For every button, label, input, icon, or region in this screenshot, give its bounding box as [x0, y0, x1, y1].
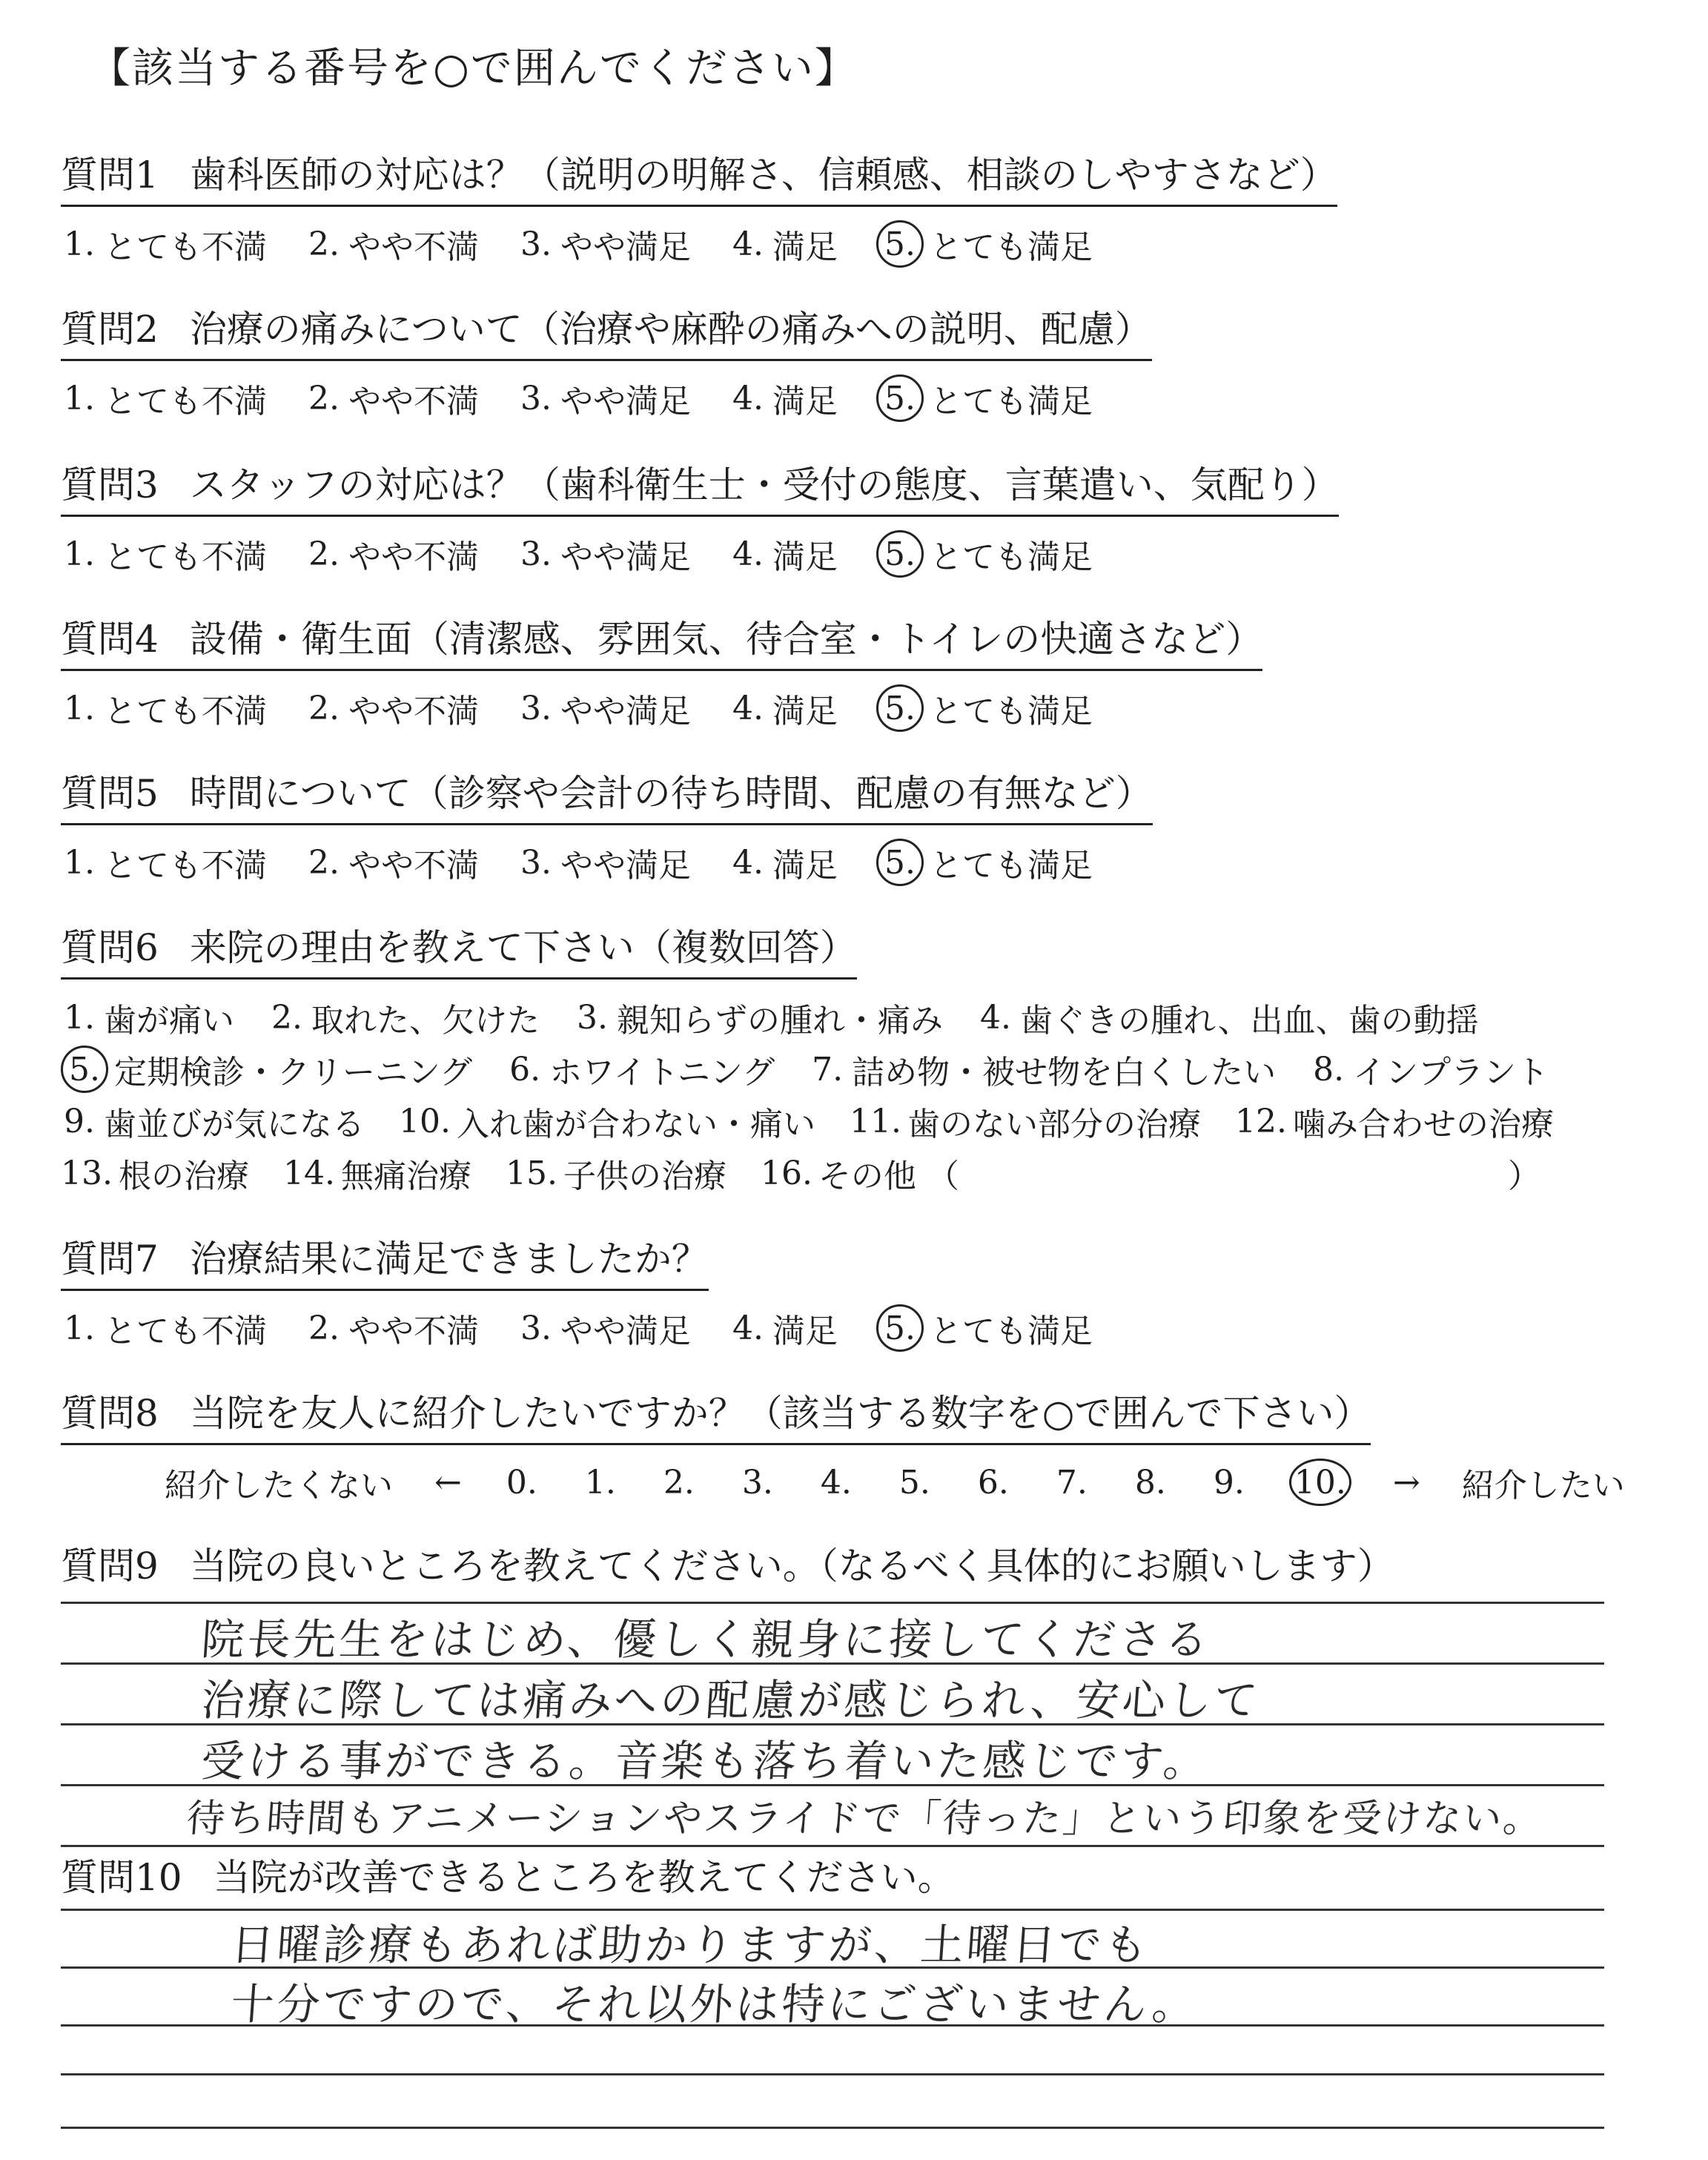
- reason-option[interactable]: [283, 1149, 471, 1197]
- answer-line: [61, 1845, 1604, 1847]
- option-label: 満足: [772, 847, 838, 885]
- reason-option[interactable]: [506, 1046, 775, 1093]
- question-7: [61, 1229, 1093, 1352]
- option-label: 歯ぐきの腫れ、出血、歯の動揺: [1020, 1002, 1479, 1040]
- question-4: [61, 610, 1262, 732]
- option-label: とても不満: [104, 693, 267, 730]
- question-title: [61, 764, 1153, 825]
- option-number: 3.: [520, 1309, 552, 1347]
- rating-option-3[interactable]: [517, 220, 691, 268]
- option-number: 4.: [732, 225, 764, 263]
- nps-right-label: 紹介したい: [1461, 1467, 1625, 1505]
- option-label: 取れた、欠けた: [311, 1002, 540, 1040]
- question-title: [61, 1229, 709, 1291]
- question-text: 当院の良いところを教えてください。（なるべく具体的にお願いします）: [189, 1545, 1394, 1588]
- option-number: 3.: [577, 998, 608, 1037]
- rating-option-1[interactable]: [61, 684, 267, 732]
- option-label: やや満足: [560, 847, 691, 885]
- question-title: [61, 455, 1339, 517]
- option-number: 2.: [271, 998, 302, 1037]
- rating-option-1[interactable]: [61, 530, 267, 578]
- question-number: 質問10: [61, 1856, 182, 1899]
- nps-option[interactable]: 7.: [1056, 1463, 1088, 1502]
- option-label: とても不満: [104, 847, 267, 885]
- option-number: 16.: [760, 1154, 812, 1192]
- question-1: [61, 145, 1337, 268]
- rating-option-4[interactable]: [729, 1304, 838, 1352]
- question-title: [61, 300, 1152, 361]
- rating-scale: [61, 1304, 1093, 1352]
- option-number: 4.: [980, 998, 1011, 1037]
- option-label: 歯のない部分の治療: [907, 1106, 1201, 1143]
- reason-option[interactable]: [61, 1097, 365, 1145]
- rating-option-4[interactable]: [729, 839, 838, 886]
- nps-option[interactable]: 3.: [741, 1463, 773, 1502]
- rating-option-1[interactable]: [61, 220, 267, 268]
- rating-option-4[interactable]: [729, 220, 838, 268]
- question-text: 来院の理由を教えて下さい（複数回答）: [189, 926, 857, 969]
- right-arrow-icon: →: [1392, 1463, 1420, 1502]
- option-label: 無痛治療: [340, 1157, 471, 1195]
- question-6: [61, 918, 1554, 1199]
- rating-option-4[interactable]: [729, 684, 838, 732]
- option-number: 1.: [64, 225, 95, 263]
- close-paren: ）: [1507, 1157, 1540, 1195]
- option-label: やや不満: [348, 847, 479, 885]
- reason-option[interactable]: [61, 1046, 472, 1093]
- rating-option-5[interactable]: [876, 220, 1093, 268]
- option-label: 満足: [772, 383, 838, 420]
- option-label: やや不満: [348, 1312, 479, 1350]
- question-title: [61, 1536, 1394, 1590]
- option-number: 4.: [732, 843, 764, 882]
- option-number: 2.: [308, 689, 340, 727]
- option-number: 12.: [1234, 1102, 1287, 1140]
- option-number: 3.: [520, 843, 552, 882]
- option-label: その他: [818, 1157, 916, 1195]
- reason-option[interactable]: [809, 1046, 1276, 1093]
- nps-left-label: 紹介したくない: [165, 1467, 393, 1505]
- question-text: 治療の痛みについて（治療や麻酔の痛みへの説明、配慮）: [189, 308, 1152, 351]
- reason-list: [61, 991, 1554, 1199]
- option-number: 3.: [520, 689, 552, 727]
- option-number: 15.: [505, 1154, 557, 1192]
- nps-option[interactable]: 6.: [977, 1463, 1009, 1502]
- question-number: 質問4: [61, 618, 159, 661]
- reason-option[interactable]: [268, 994, 540, 1041]
- reason-option[interactable]: [574, 994, 943, 1041]
- question-9: [61, 1536, 1394, 1590]
- rating-scale: [61, 374, 1152, 422]
- question-title: [61, 610, 1262, 671]
- handwritten-answer-line: 十分ですので、それ以外は特にございません。: [229, 1979, 1200, 2029]
- answer-line: [61, 2127, 1604, 2129]
- option-number: 14.: [282, 1154, 335, 1192]
- option-number: 3.: [520, 535, 552, 573]
- rating-scale: [61, 220, 1337, 268]
- nps-option[interactable]: 8.: [1134, 1463, 1166, 1502]
- option-label: 親知らずの腫れ・痛み: [617, 1002, 943, 1040]
- option-number: 13.: [61, 1154, 113, 1192]
- reason-option[interactable]: [61, 994, 234, 1041]
- handwritten-answer-line: 治療に際しては痛みへの配慮が感じられ、安心して: [199, 1675, 1262, 1725]
- rating-option-3[interactable]: [517, 530, 691, 578]
- rating-option-2[interactable]: [305, 1304, 479, 1352]
- handwritten-answer-line: 院長先生をはじめ、優しく親身に接してくださる: [199, 1614, 1213, 1665]
- option-label: 噛み合わせの治療: [1292, 1106, 1554, 1143]
- option-number: 2.: [308, 379, 340, 417]
- question-text: 時間について（診察や会計の待ち時間、配慮の有無など）: [189, 772, 1153, 815]
- rating-option-3[interactable]: [517, 1304, 691, 1352]
- option-number-circled: 5.: [61, 1046, 108, 1093]
- option-label: とても満足: [930, 1312, 1093, 1350]
- question-5: [61, 764, 1153, 886]
- question-8: [61, 1384, 1625, 1506]
- rating-option-2[interactable]: [305, 374, 479, 422]
- option-label: とても満足: [930, 383, 1093, 420]
- question-number: 質問9: [61, 1545, 159, 1588]
- option-number-circled: 5.: [876, 374, 924, 422]
- option-number-circled: 5.: [876, 684, 924, 732]
- answer-line: [61, 2073, 1604, 2075]
- question-number: 質問3: [61, 463, 159, 506]
- question-10: [61, 1848, 955, 1901]
- option-number: 1.: [64, 998, 95, 1037]
- option-number: 7.: [812, 1050, 844, 1089]
- option-label: 定期検診・クリーニング: [114, 1054, 473, 1091]
- option-number: 4.: [732, 689, 764, 727]
- option-label: 満足: [772, 1312, 838, 1350]
- option-label: とても不満: [104, 228, 267, 266]
- option-label: やや満足: [560, 1312, 691, 1350]
- nps-option[interactable]: 2.: [663, 1463, 695, 1502]
- answer-line: [61, 1602, 1604, 1604]
- open-paren: （: [926, 1157, 959, 1195]
- option-number: 8.: [1313, 1050, 1345, 1089]
- option-number: 1.: [64, 379, 95, 417]
- answer-area-q10[interactable]: [61, 1909, 1604, 2131]
- rating-scale: [61, 684, 1262, 732]
- rating-option-3[interactable]: [517, 684, 691, 732]
- rating-option-5[interactable]: [876, 684, 1093, 732]
- option-label: 歯が痛い: [104, 1002, 234, 1040]
- option-label: とても不満: [104, 383, 267, 420]
- option-label: ホワイトニング: [549, 1054, 775, 1091]
- rating-option-5[interactable]: [876, 530, 1093, 578]
- option-number: 10.: [399, 1102, 451, 1140]
- option-label: とても満足: [930, 693, 1093, 730]
- question-number: 質問5: [61, 772, 159, 815]
- option-label: とても満足: [930, 228, 1093, 266]
- option-number: 2.: [308, 225, 340, 263]
- option-number: 2.: [308, 1309, 340, 1347]
- option-number: 4.: [732, 1309, 764, 1347]
- nps-option[interactable]: 9.: [1213, 1463, 1245, 1502]
- rating-scale: [61, 839, 1153, 886]
- rating-option-3[interactable]: [517, 374, 691, 422]
- option-number: 4.: [732, 535, 764, 573]
- handwritten-answer-line: 待ち時間もアニメーションやスライドで「待った」という印象を受けない。: [185, 1797, 1545, 1841]
- option-label: 満足: [772, 228, 838, 266]
- question-text: スタッフの対応は？（歯科衛生士・受付の態度、言葉遣い、気配り）: [189, 463, 1339, 506]
- option-number-circled: 5.: [876, 839, 924, 886]
- question-title: [61, 145, 1337, 207]
- option-number: 11.: [849, 1102, 901, 1140]
- rating-option-5[interactable]: [876, 1304, 1093, 1352]
- reason-row: [61, 1043, 1554, 1095]
- question-text: 当院が改善できるところを教えてください。: [213, 1856, 955, 1899]
- recommend-scale: [165, 1459, 1625, 1506]
- option-label: やや満足: [560, 693, 691, 730]
- rating-option-4[interactable]: [729, 374, 838, 422]
- rating-option-1[interactable]: [61, 374, 267, 422]
- option-label: 満足: [772, 538, 838, 576]
- option-label: インプラント: [1353, 1054, 1549, 1091]
- rating-scale: [61, 530, 1339, 578]
- option-number: 9.: [64, 1102, 95, 1140]
- option-number-circled: 5.: [876, 220, 924, 268]
- reason-option[interactable]: [506, 1149, 726, 1197]
- reason-option[interactable]: [761, 1149, 1540, 1197]
- question-number: 質問7: [61, 1238, 159, 1281]
- question-title: [61, 1384, 1371, 1445]
- option-number-circled: 5.: [876, 530, 924, 578]
- option-label: とても不満: [104, 538, 267, 576]
- left-arrow-icon: ←: [434, 1463, 462, 1502]
- option-label: やや不満: [348, 228, 479, 266]
- reason-option[interactable]: [399, 1097, 815, 1145]
- question-3: [61, 455, 1339, 578]
- option-label: 歯並びが気になる: [104, 1106, 365, 1143]
- option-label: やや満足: [560, 228, 691, 266]
- option-label: 詰め物・被せ物を白くしたい: [852, 1054, 1277, 1091]
- rating-option-1[interactable]: [61, 1304, 267, 1352]
- reason-row: [61, 1095, 1554, 1147]
- rating-option-2[interactable]: [305, 839, 479, 886]
- option-label: やや不満: [348, 693, 479, 730]
- rating-option-5[interactable]: [876, 839, 1093, 886]
- question-number: 質問6: [61, 926, 159, 969]
- option-number: 2.: [308, 843, 340, 882]
- option-label: 満足: [772, 693, 838, 730]
- rating-option-4[interactable]: [729, 530, 838, 578]
- handwritten-answer-line: 受ける事ができる。音楽も落ち着いた感じです。: [199, 1736, 1211, 1786]
- option-label: とても満足: [930, 847, 1093, 885]
- handwritten-answer-line: 日曜診療もあれば助かりますが、土曜日でも: [229, 1920, 1153, 1970]
- option-number: 1.: [64, 843, 95, 882]
- question-title: [61, 918, 857, 980]
- reason-option[interactable]: [1310, 1046, 1549, 1093]
- question-number: 質問2: [61, 308, 159, 351]
- rating-option-2[interactable]: [305, 220, 479, 268]
- nps-numbers: [503, 1459, 1351, 1506]
- option-number: 1.: [64, 689, 95, 727]
- option-number: 4.: [732, 379, 764, 417]
- rating-option-5[interactable]: [876, 374, 1093, 422]
- option-label: 子供の治療: [563, 1157, 726, 1195]
- option-label: 入れ歯が合わない・痛い: [456, 1106, 815, 1143]
- option-label: やや不満: [348, 383, 479, 420]
- option-number: 6.: [509, 1050, 541, 1089]
- rating-option-2[interactable]: [305, 684, 479, 732]
- question-number: 質問8: [61, 1392, 159, 1435]
- option-number: 3.: [520, 379, 552, 417]
- option-label: やや不満: [348, 538, 479, 576]
- rating-option-1[interactable]: [61, 839, 267, 886]
- reason-option[interactable]: [977, 994, 1479, 1041]
- option-number: 2.: [308, 535, 340, 573]
- question-text: 設備・衛生面（清潔感、雰囲気、待合室・トイレの快適さなど）: [189, 618, 1263, 661]
- option-number: 1.: [64, 535, 95, 573]
- question-text: 治療結果に満足できましたか？: [189, 1238, 709, 1281]
- option-number-circled: 5.: [876, 1304, 924, 1352]
- option-label: やや満足: [560, 538, 691, 576]
- question-text: 当院を友人に紹介したいですか？（該当する数字を○で囲んで下さい）: [189, 1392, 1371, 1435]
- nps-option[interactable]: 0.: [506, 1463, 537, 1502]
- option-label: とても満足: [930, 538, 1093, 576]
- option-number: 1.: [64, 1309, 95, 1347]
- option-label: とても不満: [104, 1312, 267, 1350]
- question-text: 歯科医師の対応は？（説明の明解さ、信頼感、相談のしやすさなど）: [189, 153, 1337, 196]
- nps-option[interactable]: 1.: [584, 1463, 616, 1502]
- option-label: 根の治療: [118, 1157, 249, 1195]
- answer-area-q9[interactable]: [61, 1602, 1604, 1846]
- reason-option[interactable]: [61, 1149, 249, 1197]
- question-title: [61, 1848, 955, 1901]
- reason-option[interactable]: [850, 1097, 1201, 1145]
- reason-option[interactable]: [1235, 1097, 1554, 1145]
- nps-option[interactable]: 5.: [898, 1463, 930, 1502]
- reason-row: [61, 991, 1554, 1043]
- question-2: [61, 300, 1152, 422]
- nps-option-circled[interactable]: 10.: [1289, 1459, 1351, 1506]
- reason-row: [61, 1147, 1554, 1199]
- nps-option[interactable]: 4.: [820, 1463, 852, 1502]
- other-blank[interactable]: [927, 1149, 1540, 1197]
- question-number: 質問1: [61, 153, 159, 196]
- form-header: 【該当する番号を○で囲んでください】: [89, 44, 858, 93]
- option-label: やや満足: [560, 383, 691, 420]
- option-number: 3.: [520, 225, 552, 263]
- rating-option-2[interactable]: [305, 530, 479, 578]
- rating-option-3[interactable]: [517, 839, 691, 886]
